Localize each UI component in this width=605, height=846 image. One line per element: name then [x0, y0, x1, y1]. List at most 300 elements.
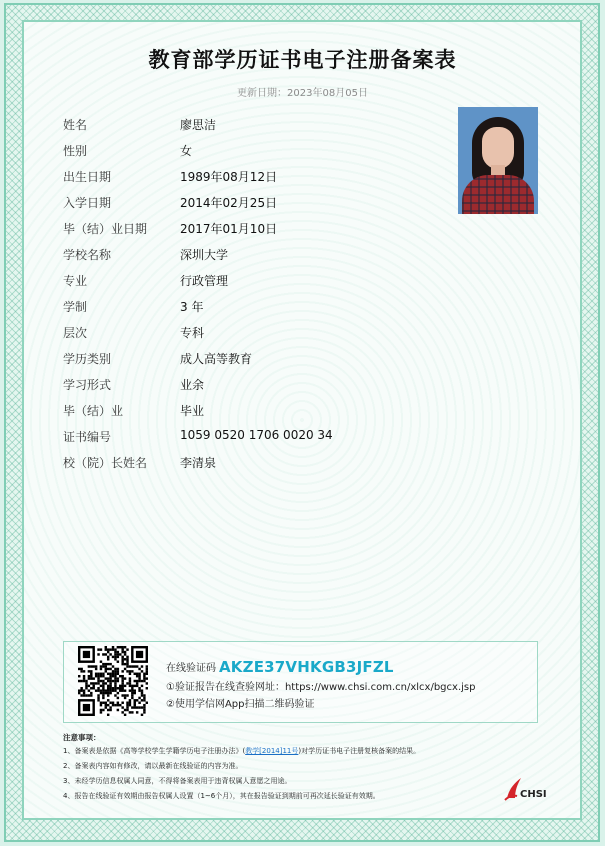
field-label: 层次 [63, 326, 88, 340]
qr-module [112, 704, 114, 706]
qr-module [117, 697, 119, 699]
qr-module [143, 673, 145, 675]
qr-module [121, 660, 123, 662]
qr-module [138, 680, 140, 682]
qr-module [121, 651, 123, 653]
qr-module [97, 675, 99, 677]
qr-module [126, 648, 128, 650]
qr-module [97, 648, 99, 650]
qr-module [102, 663, 104, 665]
field-label: 入学日期 [63, 196, 112, 210]
qr-module [141, 670, 143, 672]
qr-module [78, 675, 80, 677]
qr-module [121, 689, 123, 691]
qr-module [119, 646, 121, 648]
qr-module [124, 658, 126, 660]
qr-module [134, 680, 136, 682]
qr-module [141, 685, 143, 687]
qr-module [126, 658, 128, 660]
qr-module [88, 685, 90, 687]
qr-module [105, 665, 107, 667]
qr-module [117, 660, 119, 662]
qr-module [134, 704, 136, 706]
qr-module [83, 692, 85, 694]
qr-module [100, 648, 102, 650]
qr-module [138, 668, 140, 670]
qr-module [107, 687, 109, 689]
qr-module [136, 665, 138, 667]
qr-module [114, 653, 116, 655]
qr-module [107, 658, 109, 660]
qr-module [92, 685, 94, 687]
qr-module [143, 709, 145, 711]
qr-module [100, 675, 102, 677]
qr-module [126, 660, 128, 662]
field-value: 专科 [180, 326, 205, 340]
qr-module [78, 692, 80, 694]
qr-module [107, 656, 109, 658]
field-row-enrollment-date [63, 194, 423, 214]
qr-module [141, 699, 143, 701]
qr-module [102, 702, 104, 704]
qr-module [83, 670, 85, 672]
qr-module [100, 685, 102, 687]
field-value: 1989年08月12日 [180, 170, 278, 184]
field-label: 证书编号 [63, 430, 112, 444]
qr-module [129, 682, 131, 684]
qr-module [78, 680, 80, 682]
photo-face [482, 127, 514, 169]
qr-module [112, 675, 114, 677]
qr-module [119, 704, 121, 706]
field-value: 廖思洁 [180, 118, 217, 132]
qr-module [105, 704, 107, 706]
qr-module [83, 689, 85, 691]
field-label: 毕（结）业日期 [63, 222, 148, 236]
qr-module [146, 682, 148, 684]
qr-module [83, 680, 85, 682]
qr-module [109, 685, 111, 687]
qr-module [105, 653, 107, 655]
qr-module [117, 702, 119, 704]
qr-module [112, 687, 114, 689]
qr-module [114, 651, 116, 653]
qr-module [121, 675, 123, 677]
qr-module [131, 706, 133, 708]
qr-module [126, 670, 128, 672]
qr-module [100, 702, 102, 704]
regulation-link[interactable]: 教学[2014]11号 [245, 747, 299, 755]
qr-module [126, 663, 128, 665]
field-label: 专业 [63, 274, 88, 288]
qr-code-icon[interactable] [78, 646, 148, 716]
qr-module [107, 648, 109, 650]
qr-module [114, 685, 116, 687]
qr-module [134, 706, 136, 708]
chsi-logo-text: CHSI [520, 789, 547, 800]
qr-module [138, 677, 140, 679]
qr-module [112, 689, 114, 691]
qr-module [100, 692, 102, 694]
qr-module [121, 656, 123, 658]
qr-module [92, 665, 94, 667]
qr-module [129, 677, 131, 679]
qr-module [114, 689, 116, 691]
qr-module [112, 670, 114, 672]
qr-module [114, 704, 116, 706]
field-row-major [63, 272, 423, 292]
qr-module [146, 677, 148, 679]
qr-module [124, 689, 126, 691]
qr-module [141, 706, 143, 708]
qr-module [121, 658, 123, 660]
qr-module [134, 689, 136, 691]
qr-module [143, 675, 145, 677]
field-label: 出生日期 [63, 170, 112, 184]
field-value: 深圳大学 [180, 248, 229, 262]
qr-module [114, 680, 116, 682]
qr-module [138, 702, 140, 704]
qr-module [121, 682, 123, 684]
qr-module [119, 689, 121, 691]
qr-module [102, 692, 104, 694]
qr-module [80, 687, 82, 689]
note-item-4: 4、报告在线验证有效期由报告权属人设置（1~6个月），其在报告验证到期前可再次延长验证有效期。 [63, 792, 380, 800]
qr-module [114, 687, 116, 689]
qr-module [97, 682, 99, 684]
qr-module [126, 682, 128, 684]
qr-module [109, 653, 111, 655]
qr-module [146, 670, 148, 672]
qr-finder-pattern [83, 651, 90, 658]
qr-module [83, 675, 85, 677]
qr-module [114, 677, 116, 679]
qr-module [114, 648, 116, 650]
qr-module [102, 673, 104, 675]
qr-module [143, 699, 145, 701]
qr-module [112, 673, 114, 675]
qr-module [107, 692, 109, 694]
qr-module [141, 680, 143, 682]
qr-module [124, 668, 126, 670]
qr-module [138, 706, 140, 708]
qr-module [117, 677, 119, 679]
field-value: 业余 [180, 378, 205, 392]
qr-module [119, 675, 121, 677]
field-value: 毕业 [180, 404, 205, 418]
field-row-president-name [63, 454, 423, 474]
field-value: 3 年 [180, 300, 204, 314]
update-date-label: 更新日期： [237, 88, 288, 99]
qr-module [78, 689, 80, 691]
notes-title: 注意事项： [63, 733, 101, 742]
qr-module [95, 689, 97, 691]
qr-module [124, 709, 126, 711]
qr-module [107, 685, 109, 687]
field-label: 学习形式 [63, 378, 112, 392]
qr-module [102, 685, 104, 687]
qr-finder-pattern [83, 704, 90, 711]
qr-module [90, 692, 92, 694]
field-row-graduation-date [63, 220, 423, 240]
qr-module [83, 677, 85, 679]
qr-module [107, 673, 109, 675]
qr-module [100, 673, 102, 675]
field-row-birth-date [63, 168, 423, 188]
qr-module [114, 694, 116, 696]
qr-module [80, 670, 82, 672]
qr-module [143, 711, 145, 713]
qr-module [83, 694, 85, 696]
qr-module [102, 653, 104, 655]
note-item-3: 3、未经学历信息权属人同意，不得将备案表用于违背权属人意愿之用途。 [63, 777, 292, 785]
qr-module [121, 677, 123, 679]
verification-code-label: 在线验证码 [166, 663, 216, 674]
qr-module [143, 680, 145, 682]
qr-module [107, 689, 109, 691]
qr-module [119, 685, 121, 687]
qr-module [114, 668, 116, 670]
qr-module [112, 646, 114, 648]
field-row-completion [63, 402, 423, 422]
qr-module [134, 692, 136, 694]
qr-module [129, 689, 131, 691]
field-row-study-mode [63, 376, 423, 396]
note-item-2: 2、备案表内容如有修改，请以最新在线验证的内容为准。 [63, 762, 243, 770]
qr-module [121, 663, 123, 665]
qr-module [112, 656, 114, 658]
qr-module [102, 709, 104, 711]
qr-module [97, 697, 99, 699]
qr-module [102, 680, 104, 682]
qr-module [88, 675, 90, 677]
qr-module [121, 706, 123, 708]
qr-module [136, 706, 138, 708]
qr-module [88, 665, 90, 667]
qr-module [109, 689, 111, 691]
note-1-prefix: 1、备案表是依据《高等学校学生学籍学历电子注册办法》( [63, 747, 246, 755]
qr-module [117, 668, 119, 670]
qr-module [143, 677, 145, 679]
qr-module [129, 699, 131, 701]
qr-module [107, 714, 109, 716]
qr-module [80, 694, 82, 696]
qr-module [136, 673, 138, 675]
qr-module [97, 687, 99, 689]
qr-module [124, 694, 126, 696]
qr-module [109, 648, 111, 650]
qr-module [129, 711, 131, 713]
qr-module [102, 675, 104, 677]
qr-module [90, 673, 92, 675]
qr-module [121, 648, 123, 650]
qr-module [117, 646, 119, 648]
qr-module [112, 665, 114, 667]
qr-module [143, 704, 145, 706]
qr-module [95, 665, 97, 667]
note-item-1 [63, 746, 420, 756]
qr-module [100, 665, 102, 667]
qr-module [117, 673, 119, 675]
qr-finder-pattern [136, 651, 143, 658]
qr-module [121, 685, 123, 687]
qr-module [112, 680, 114, 682]
qr-module [105, 668, 107, 670]
qr-module [105, 663, 107, 665]
qr-module [146, 665, 148, 667]
qr-module [124, 697, 126, 699]
qr-module [95, 673, 97, 675]
qr-module [107, 680, 109, 682]
qr-module [109, 687, 111, 689]
qr-module [85, 687, 87, 689]
qr-module [105, 677, 107, 679]
qr-module [85, 694, 87, 696]
qr-module [121, 694, 123, 696]
qr-module [131, 687, 133, 689]
qr-module [114, 658, 116, 660]
field-label: 校（院）长姓名 [63, 456, 148, 470]
qr-module [109, 668, 111, 670]
verification-app-line: ②使用学信网App扫描二维码验证 [166, 699, 315, 710]
qr-module [117, 651, 119, 653]
qr-module [131, 697, 133, 699]
field-value: 行政管理 [180, 274, 229, 288]
qr-module [131, 670, 133, 672]
qr-module [126, 704, 128, 706]
qr-module [90, 687, 92, 689]
verification-url-line[interactable]: ①验证报告在线查验网址：https://www.chsi.com.cn/xlcx/bgcx.jsp [166, 682, 476, 693]
qr-module [136, 682, 138, 684]
qr-module [131, 689, 133, 691]
qr-module [109, 692, 111, 694]
qr-module [129, 702, 131, 704]
field-label: 姓名 [63, 118, 88, 132]
field-value: 成人高等教育 [180, 352, 253, 366]
qr-module [129, 673, 131, 675]
qr-module [109, 673, 111, 675]
qr-module [100, 704, 102, 706]
field-label: 学校名称 [63, 248, 112, 262]
qr-module [141, 714, 143, 716]
qr-module [117, 687, 119, 689]
qr-module [95, 682, 97, 684]
qr-module [109, 663, 111, 665]
update-date [0, 84, 605, 99]
field-label: 学制 [63, 300, 88, 314]
qr-module [97, 653, 99, 655]
qr-module [109, 677, 111, 679]
field-value: 1059 0520 1706 0020 34 [180, 428, 333, 442]
qr-module [143, 706, 145, 708]
field-row-name [63, 116, 423, 136]
qr-module [143, 697, 145, 699]
qr-module [124, 663, 126, 665]
field-row-certificate-number [63, 428, 423, 448]
qr-module [146, 687, 148, 689]
field-value: 2017年01月10日 [180, 222, 278, 236]
qr-module [114, 675, 116, 677]
qr-module [100, 660, 102, 662]
qr-module [105, 648, 107, 650]
qr-module [90, 670, 92, 672]
qr-module [112, 702, 114, 704]
chsi-logo [503, 776, 551, 802]
qr-module [95, 668, 97, 670]
document-title: 教育部学历证书电子注册备案表 [148, 48, 457, 72]
qr-module [136, 685, 138, 687]
qr-module [129, 680, 131, 682]
qr-module [138, 687, 140, 689]
field-label: 学历类别 [63, 352, 112, 366]
qr-module [129, 685, 131, 687]
qr-module [121, 687, 123, 689]
field-row-school [63, 246, 423, 266]
qr-module [136, 680, 138, 682]
qr-module [80, 668, 82, 670]
note-1-suffix: )对学历证书电子注册复核备案的结果。 [298, 747, 421, 755]
qr-module [105, 689, 107, 691]
qr-module [85, 680, 87, 682]
qr-module [134, 665, 136, 667]
verification-code-line [166, 657, 394, 675]
qr-module [97, 673, 99, 675]
qr-module [92, 677, 94, 679]
qr-module [107, 699, 109, 701]
qr-module [124, 646, 126, 648]
qr-module [117, 656, 119, 658]
qr-module [105, 682, 107, 684]
field-value: 李清泉 [180, 456, 217, 470]
qr-module [112, 648, 114, 650]
qr-module [95, 675, 97, 677]
qr-module [100, 689, 102, 691]
qr-module [107, 677, 109, 679]
qr-module [121, 646, 123, 648]
qr-module [117, 653, 119, 655]
qr-module [102, 682, 104, 684]
qr-module [107, 651, 109, 653]
qr-module [134, 702, 136, 704]
qr-module [141, 694, 143, 696]
qr-module [109, 675, 111, 677]
qr-module [90, 665, 92, 667]
qr-module [97, 677, 99, 679]
qr-module [102, 689, 104, 691]
qr-module [146, 673, 148, 675]
qr-module [92, 682, 94, 684]
qr-module [97, 694, 99, 696]
qr-module [117, 692, 119, 694]
qr-module [80, 680, 82, 682]
qr-module [136, 711, 138, 713]
qr-module [141, 665, 143, 667]
qr-module [107, 709, 109, 711]
qr-module [107, 668, 109, 670]
qr-module [100, 668, 102, 670]
qr-module [100, 711, 102, 713]
qr-module [109, 709, 111, 711]
qr-module [124, 653, 126, 655]
qr-module [107, 694, 109, 696]
qr-module [102, 697, 104, 699]
student-photo [458, 107, 538, 214]
qr-module [100, 680, 102, 682]
qr-module [146, 668, 148, 670]
qr-module [138, 675, 140, 677]
qr-module [90, 675, 92, 677]
qr-module [109, 680, 111, 682]
